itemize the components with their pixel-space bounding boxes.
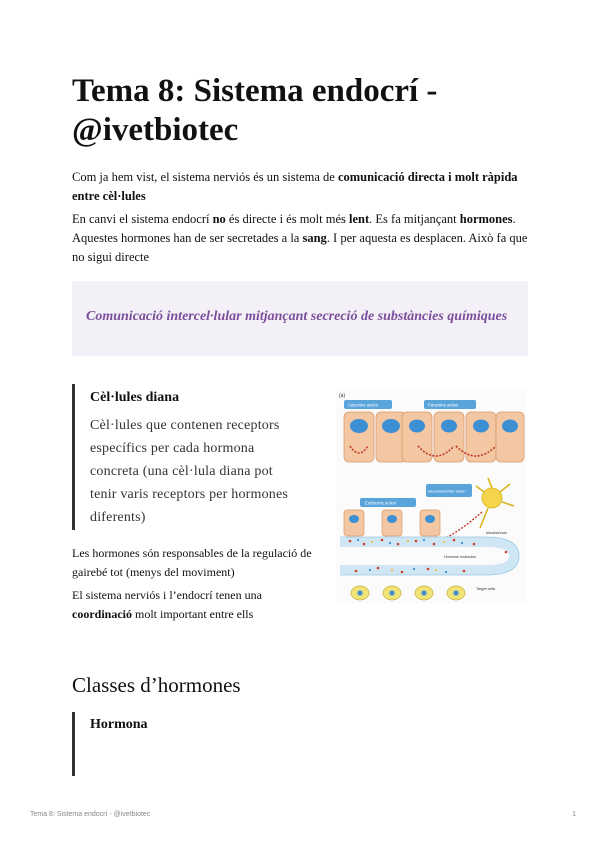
nucleus: [349, 515, 359, 523]
hormone-dot: [453, 539, 456, 542]
hormone-dot: [381, 539, 384, 542]
footer-text: Tema 8: Sistema endocrí - @ivetbiotec: [30, 811, 151, 818]
intro-text: Com ja hem vist, el sistema nerviós és un sistema de: [72, 170, 338, 184]
target-cells-quote: [72, 384, 302, 530]
bloodstream-label: bloodstream: [486, 531, 507, 535]
hormone-dot: [463, 570, 466, 573]
regulation-section: [72, 544, 312, 628]
hormone-dot: [445, 571, 447, 573]
hormone-dot: [423, 539, 425, 541]
text-run: En canvi el sistema endocrí: [72, 212, 213, 226]
neuron-body: [482, 488, 502, 508]
nucleus: [387, 515, 397, 523]
text-run: . Es fa mitjançant: [369, 212, 460, 226]
hormone-dot: [435, 569, 437, 571]
nucleus: [441, 420, 457, 433]
intro-paragraph-2: [72, 210, 534, 267]
hormone-dot: [349, 540, 352, 543]
hormone-dot: [371, 541, 373, 543]
panel-label: (a): [339, 393, 346, 399]
nucleus: [421, 590, 426, 595]
neurotransmitter-label: Neurotransmitter action: [428, 489, 466, 494]
bold-run: coordinació: [72, 607, 132, 621]
hormone-dot: [401, 571, 404, 574]
nucleus: [425, 515, 435, 523]
page-title: Tema 8: Sistema endocrí - @ivetbiotec: [72, 73, 438, 148]
hormone-dot: [415, 540, 418, 543]
hormone-dot: [377, 567, 380, 570]
nucleus: [502, 420, 518, 433]
callout-box: [72, 281, 528, 356]
hormone-dot: [407, 540, 409, 542]
hormone-dot: [391, 569, 393, 571]
text-run: molt important entre ells: [132, 607, 254, 621]
hormone-dot: [389, 542, 391, 544]
hormone-dot: [369, 569, 371, 571]
hormone-dot: [355, 570, 358, 573]
target-cells-label: Target cells: [476, 587, 496, 591]
intro-bold: comunicació directa i molt ràpida entre cèl·lules: [72, 170, 518, 203]
hormone-dot: [461, 542, 463, 544]
nucleus: [350, 419, 368, 433]
section-heading-classes: Classes d’hormones: [72, 673, 241, 697]
autocrine-label: Autocrine action: [348, 402, 379, 408]
hormone-dot: [357, 539, 359, 541]
target-cells-body: Cèl·lules que contenen receptors específics per cada hormona concreta (una cèl·lula diana pot tenir varis receptors per hormones diferents): [90, 418, 289, 525]
intro-section: [72, 168, 534, 271]
text-run: El sistema nerviós i l’endocrí tenen una: [72, 588, 262, 602]
text-run: . I per aquesta es desplacen. Això fa que no sigui directe: [72, 231, 528, 264]
hormone-dot: [473, 543, 476, 546]
page-footer: [30, 811, 576, 818]
page-number: 1: [572, 811, 576, 818]
nucleus: [473, 420, 489, 433]
hormone-subheading: Hormona: [90, 717, 148, 732]
paracrine-label: Paracrine action: [428, 402, 459, 408]
hormone-dot: [505, 551, 508, 554]
nucleus: [453, 590, 458, 595]
regulation-paragraph-1: Les hormones són responsables de la regulació de gairebé tot (menys del moviment): [72, 546, 312, 579]
hormone-quote: [72, 712, 272, 776]
endocrine-label: Endocrine action: [365, 500, 397, 506]
endocrine-diagram: [336, 388, 526, 604]
nucleus: [382, 419, 400, 433]
hormone-dot: [397, 543, 400, 546]
bold-run: sang: [302, 231, 327, 245]
text-run: . Aquestes hormones han de ser secretades a la: [72, 212, 516, 245]
hormone-dot: [363, 543, 366, 546]
hormone-dot: [427, 568, 430, 571]
callout-text: Comunicació intercel·lular mitjançant secreció de substàncies químiques: [86, 309, 508, 324]
nucleus: [357, 590, 362, 595]
hormone-label: Hormone molecules: [444, 555, 476, 559]
bold-run: hormones: [459, 212, 513, 226]
hormone-dot: [443, 541, 445, 543]
text-run: és directe i és molt més: [225, 212, 350, 226]
intro-paragraph-1: [72, 168, 534, 206]
target-cells-heading: Cèl·lules diana: [90, 390, 180, 405]
bold-run: no: [212, 212, 226, 226]
regulation-paragraph-2: [72, 586, 312, 624]
hormone-dot: [413, 568, 415, 570]
bold-run: lent: [349, 212, 370, 226]
nucleus: [409, 420, 425, 433]
hormone-dot: [433, 543, 436, 546]
nucleus: [389, 590, 394, 595]
